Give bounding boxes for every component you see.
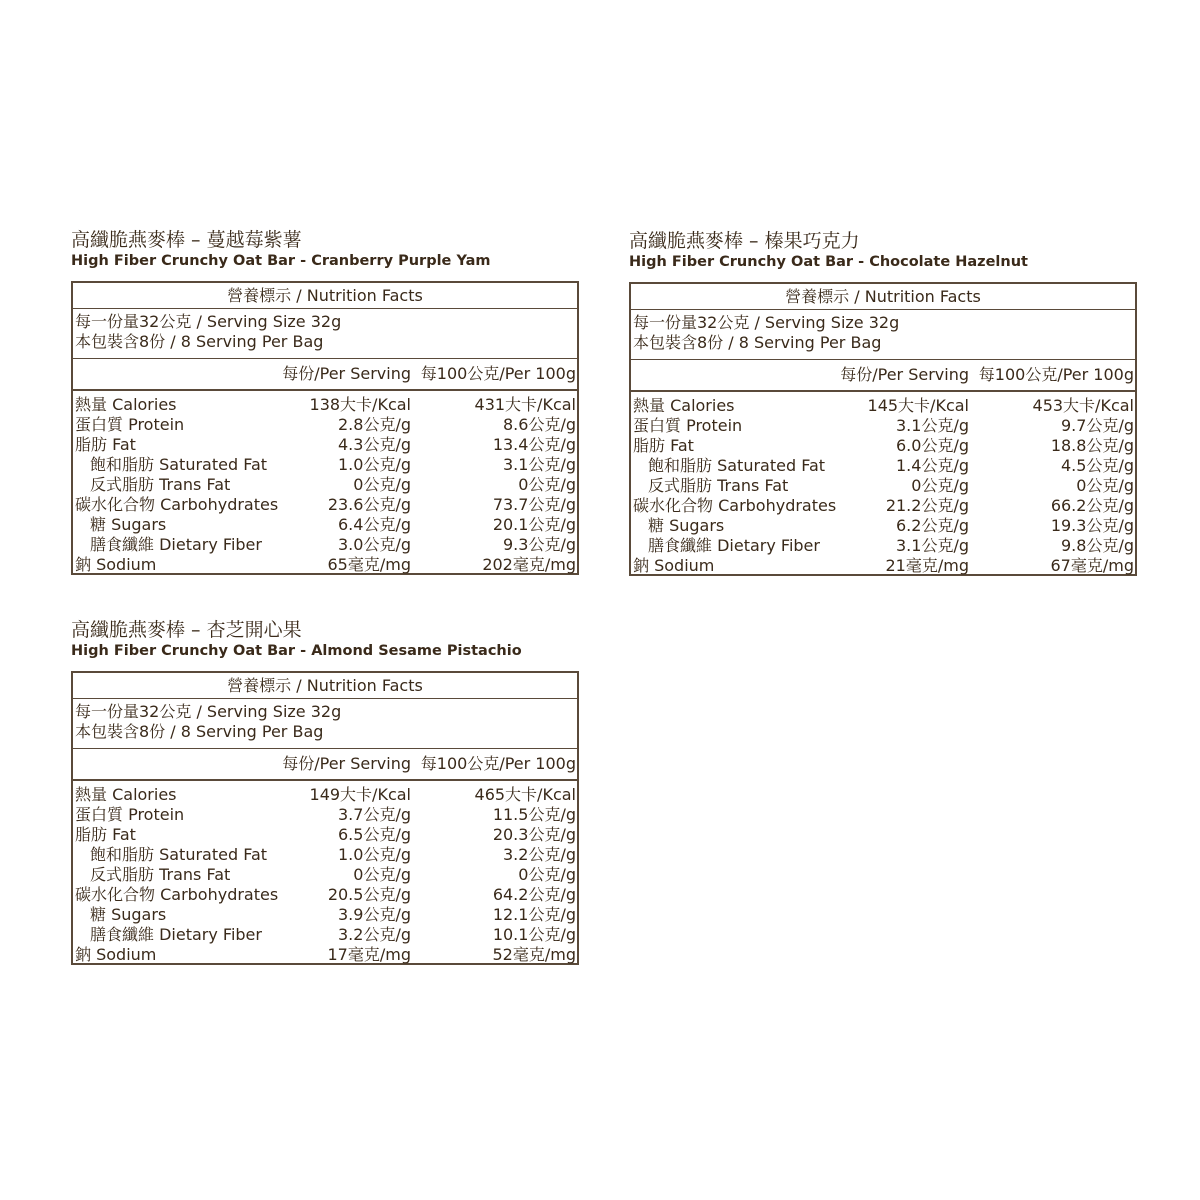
row-label: 飽和脂肪 Saturated Fat — [90, 845, 268, 864]
product-panel-cranberry — [71, 229, 583, 574]
value-per-100g: 10.1公克/g — [492, 925, 576, 944]
row-saturated-fat — [73, 845, 577, 865]
row-label: 飽和脂肪 Saturated Fat — [648, 456, 826, 475]
col-per-100g: 每100公克/Per 100g — [978, 365, 1134, 384]
value-per-100g: 0公克/g — [1076, 476, 1134, 495]
value-per-100g: 9.8公克/g — [1061, 536, 1134, 555]
row-label: 糖 Sugars — [648, 516, 725, 535]
serving-info — [631, 310, 1135, 360]
row-saturated-fat — [73, 455, 577, 475]
row-fat — [73, 435, 577, 455]
row-label: 反式脂肪 Trans Fat — [648, 476, 789, 495]
nutrition-facts-table — [71, 671, 579, 965]
value-per-serving: 3.2公克/g — [338, 925, 411, 944]
row-trans-fat — [73, 475, 577, 495]
value-per-100g: 66.2公克/g — [1050, 496, 1134, 515]
value-per-100g: 431大卡/Kcal — [474, 395, 576, 414]
value-per-serving: 0公克/g — [353, 475, 411, 494]
value-per-100g: 13.4公克/g — [492, 435, 576, 454]
serving-info — [73, 309, 577, 359]
value-per-serving: 0公克/g — [911, 476, 969, 495]
row-label: 碳水化合物 Carbohydrates — [633, 496, 837, 515]
value-per-100g: 12.1公克/g — [492, 905, 576, 924]
col-per-100g: 每100公克/Per 100g — [420, 754, 576, 773]
product-panel-chocolate-hazelnut — [629, 230, 1141, 575]
value-per-100g: 3.1公克/g — [503, 455, 576, 474]
row-label: 碳水化合物 Carbohydrates — [75, 495, 279, 514]
value-per-serving: 3.1公克/g — [896, 536, 969, 555]
serving-info — [73, 699, 577, 749]
servings-per-bag: 本包裝含8份 / 8 Serving Per Bag — [75, 722, 324, 741]
row-sugars — [73, 905, 577, 925]
row-sugars — [73, 515, 577, 535]
value-per-serving: 4.3公克/g — [338, 435, 411, 454]
product-title-zh: 高纖脆燕麥棒 – 榛果巧克力 — [629, 230, 860, 252]
value-per-100g: 465大卡/Kcal — [474, 785, 576, 804]
row-calories — [631, 396, 1135, 416]
row-label: 蛋白質 Protein — [75, 805, 185, 824]
row-label: 鈉 Sodium — [75, 555, 157, 574]
value-per-serving: 21.2公克/g — [885, 496, 969, 515]
col-per-100g: 每100公克/Per 100g — [420, 364, 576, 383]
serving-size: 每一份量32公克 / Serving Size 32g — [633, 313, 900, 332]
nutrition-facts-table — [71, 281, 579, 575]
row-label: 熱量 Calories — [75, 395, 177, 414]
row-label: 飽和脂肪 Saturated Fat — [90, 455, 268, 474]
value-per-serving: 6.2公克/g — [896, 516, 969, 535]
value-per-serving: 3.9公克/g — [338, 905, 411, 924]
value-per-serving: 149大卡/Kcal — [309, 785, 411, 804]
row-carbohydrates — [73, 495, 577, 515]
col-per-serving: 每份/Per Serving — [282, 364, 411, 383]
row-sodium — [631, 556, 1135, 576]
value-per-100g: 52毫克/mg — [492, 945, 576, 964]
column-headers — [631, 360, 1135, 392]
row-label: 反式脂肪 Trans Fat — [90, 475, 231, 494]
value-per-100g: 202毫克/mg — [482, 555, 576, 574]
row-saturated-fat — [631, 456, 1135, 476]
value-per-serving: 65毫克/mg — [327, 555, 411, 574]
value-per-100g: 20.3公克/g — [492, 825, 576, 844]
value-per-100g: 64.2公克/g — [492, 885, 576, 904]
value-per-100g: 18.8公克/g — [1050, 436, 1134, 455]
row-sodium — [73, 555, 577, 575]
product-panel-almond-sesame-pistachio — [71, 619, 583, 964]
nutrition-facts-header: 營養標示 / Nutrition Facts — [73, 283, 577, 309]
row-carbohydrates — [73, 885, 577, 905]
row-trans-fat — [631, 476, 1135, 496]
row-label: 脂肪 Fat — [75, 825, 136, 844]
row-label: 蛋白質 Protein — [633, 416, 743, 435]
value-per-100g: 11.5公克/g — [492, 805, 576, 824]
value-per-100g: 3.2公克/g — [503, 845, 576, 864]
row-dietary-fiber — [631, 536, 1135, 556]
product-title-zh: 高纖脆燕麥棒 – 杏芝開心果 — [71, 619, 302, 641]
value-per-serving: 6.5公克/g — [338, 825, 411, 844]
row-carbohydrates — [631, 496, 1135, 516]
value-per-100g: 0公克/g — [518, 865, 576, 884]
value-per-100g: 9.7公克/g — [1061, 416, 1134, 435]
row-protein — [631, 416, 1135, 436]
row-protein — [73, 805, 577, 825]
value-per-serving: 1.0公克/g — [338, 845, 411, 864]
value-per-serving: 6.4公克/g — [338, 515, 411, 534]
col-per-serving: 每份/Per Serving — [282, 754, 411, 773]
value-per-100g: 8.6公克/g — [503, 415, 576, 434]
value-per-serving: 145大卡/Kcal — [867, 396, 969, 415]
value-per-serving: 1.4公克/g — [896, 456, 969, 475]
row-calories — [73, 395, 577, 415]
row-dietary-fiber — [73, 535, 577, 555]
row-label: 鈉 Sodium — [633, 556, 715, 575]
col-per-serving: 每份/Per Serving — [840, 365, 969, 384]
row-label: 脂肪 Fat — [633, 436, 694, 455]
value-per-serving: 0公克/g — [353, 865, 411, 884]
column-headers — [73, 359, 577, 391]
row-label: 膳食纖維 Dietary Fiber — [90, 925, 262, 944]
value-per-serving: 1.0公克/g — [338, 455, 411, 474]
value-per-serving: 20.5公克/g — [327, 885, 411, 904]
nutrition-facts-header: 營養標示 / Nutrition Facts — [73, 673, 577, 699]
product-title-zh: 高纖脆燕麥棒 – 蔓越莓紫薯 — [71, 229, 302, 251]
row-dietary-fiber — [73, 925, 577, 945]
row-label: 膳食纖維 Dietary Fiber — [90, 535, 262, 554]
row-label: 鈉 Sodium — [75, 945, 157, 964]
value-per-serving: 21毫克/mg — [885, 556, 969, 575]
row-sugars — [631, 516, 1135, 536]
product-title-en: High Fiber Crunchy Oat Bar - Chocolate Hazelnut — [629, 254, 1028, 270]
row-trans-fat — [73, 865, 577, 885]
value-per-serving: 2.8公克/g — [338, 415, 411, 434]
nutrition-facts-table — [629, 282, 1137, 576]
serving-size: 每一份量32公克 / Serving Size 32g — [75, 312, 342, 331]
value-per-serving: 3.7公克/g — [338, 805, 411, 824]
value-per-serving: 3.1公克/g — [896, 416, 969, 435]
value-per-serving: 23.6公克/g — [327, 495, 411, 514]
servings-per-bag: 本包裝含8份 / 8 Serving Per Bag — [75, 332, 324, 351]
row-label: 熱量 Calories — [75, 785, 177, 804]
column-headers — [73, 749, 577, 781]
row-label: 反式脂肪 Trans Fat — [90, 865, 231, 884]
value-per-100g: 4.5公克/g — [1061, 456, 1134, 475]
value-per-100g: 73.7公克/g — [492, 495, 576, 514]
value-per-serving: 17毫克/mg — [327, 945, 411, 964]
value-per-serving: 6.0公克/g — [896, 436, 969, 455]
value-per-100g: 67毫克/mg — [1050, 556, 1134, 575]
row-sodium — [73, 945, 577, 965]
value-per-100g: 9.3公克/g — [503, 535, 576, 554]
row-fat — [631, 436, 1135, 456]
row-label: 糖 Sugars — [90, 515, 167, 534]
row-label: 蛋白質 Protein — [75, 415, 185, 434]
servings-per-bag: 本包裝含8份 / 8 Serving Per Bag — [633, 333, 882, 352]
serving-size: 每一份量32公克 / Serving Size 32g — [75, 702, 342, 721]
nutrition-facts-header: 營養標示 / Nutrition Facts — [631, 284, 1135, 310]
value-per-serving: 138大卡/Kcal — [309, 395, 411, 414]
value-per-100g: 0公克/g — [518, 475, 576, 494]
row-label: 糖 Sugars — [90, 905, 167, 924]
value-per-100g: 20.1公克/g — [492, 515, 576, 534]
row-label: 碳水化合物 Carbohydrates — [75, 885, 279, 904]
row-fat — [73, 825, 577, 845]
row-label: 熱量 Calories — [633, 396, 735, 415]
value-per-100g: 453大卡/Kcal — [1032, 396, 1134, 415]
row-label: 膳食纖維 Dietary Fiber — [648, 536, 820, 555]
value-per-serving: 3.0公克/g — [338, 535, 411, 554]
product-title-en: High Fiber Crunchy Oat Bar - Cranberry Purple Yam — [71, 253, 491, 269]
value-per-100g: 19.3公克/g — [1050, 516, 1134, 535]
row-calories — [73, 785, 577, 805]
row-protein — [73, 415, 577, 435]
product-title-en: High Fiber Crunchy Oat Bar - Almond Sesame Pistachio — [71, 643, 522, 659]
row-label: 脂肪 Fat — [75, 435, 136, 454]
